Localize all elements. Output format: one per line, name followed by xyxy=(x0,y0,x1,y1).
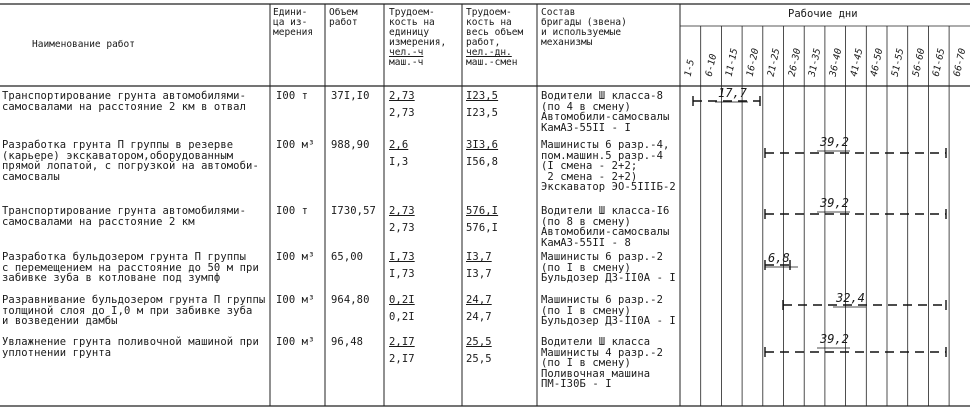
day-range-label: 31-35 xyxy=(806,47,824,78)
duration-label: 39,2 xyxy=(820,332,849,346)
work-name-line: и возведении дамбы xyxy=(2,315,118,327)
day-range-label: 1-5 xyxy=(682,58,698,78)
header-crew-line: и используемые xyxy=(541,27,622,38)
volume-cell: 37I,I0 xyxy=(331,90,370,102)
header-labor-unit-line: чел.-ч xyxy=(389,47,424,58)
duration-label: 39,2 xyxy=(820,135,849,149)
work-name-line: самосвалы xyxy=(2,170,60,183)
duration-label: 32,4 xyxy=(836,291,865,305)
duration-label: 6,8 xyxy=(768,251,790,265)
labor-total-bottom: 24,7 xyxy=(466,311,492,323)
labor-unit-bottom: 0,2I xyxy=(389,311,415,323)
labor-unit-bottom: 2,73 xyxy=(389,107,415,119)
header-labor-total-line: кость на xyxy=(466,17,512,28)
labor-unit-bottom: I,73 xyxy=(389,268,415,280)
work-name-line: забивке зуба в котловане под зумпф xyxy=(2,272,221,284)
header-labor-total-line: работ, xyxy=(466,37,501,48)
crew-line: КамАЗ-55II - I xyxy=(541,121,631,134)
crew-line: Водители Ш класса-I6 xyxy=(541,205,670,217)
day-range-label: 61-65 xyxy=(931,47,948,78)
day-range-label: 16-20 xyxy=(744,47,762,78)
work-name-line: (карьере) экскаватором,оборудованным xyxy=(2,149,234,162)
header-volume-line: Объем xyxy=(329,7,358,18)
crew-line: (по I в смену) xyxy=(541,357,631,369)
labor-unit-bottom: I,3 xyxy=(389,156,409,168)
work-name-line: Транспортирование грунта автомобилями- xyxy=(2,90,247,102)
labor-total-top: I3,7 xyxy=(466,251,492,263)
volume-cell: 96,48 xyxy=(331,336,364,348)
day-range-label: 56-60 xyxy=(910,47,928,78)
crew-line: (по 8 в смену) xyxy=(541,215,631,228)
unit-cell: I00 м³ xyxy=(276,294,315,306)
labor-total-bottom: I23,5 xyxy=(466,107,499,119)
header-labor-total-line: маш.-смен xyxy=(466,57,518,68)
duration-label: 39,2 xyxy=(820,196,849,210)
labor-total-top: 25,5 xyxy=(466,336,492,348)
day-range-label: 26-30 xyxy=(786,47,803,78)
header-volume-line: работ xyxy=(329,17,358,28)
work-name-line: Увлажнение грунта поливочной машиной при xyxy=(2,336,259,348)
crew-line: (по 4 в смену) xyxy=(541,100,631,113)
crew-line: Водители Ш класса xyxy=(541,336,651,348)
work-name-line: самосвалами на расстояние 2 км xyxy=(2,215,195,228)
crew-line: пом.машин.5 разр.-4 xyxy=(541,149,664,162)
header-labor-total-line: чел.-дн. xyxy=(466,47,512,58)
work-name-line: Разравнивание бульдозером грунта П группы xyxy=(2,294,266,306)
unit-cell: I00 м³ xyxy=(276,336,315,348)
header-unit-line: Едини- xyxy=(273,7,308,18)
crew-line: 2 смена - 2+2) xyxy=(541,170,638,183)
work-name-line: Разработка бульдозером грунта П группы xyxy=(2,251,247,263)
header-labor-unit-line: Трудоем- xyxy=(389,7,435,18)
labor-unit-top: 2,73 xyxy=(389,90,415,102)
volume-cell: 988,90 xyxy=(331,139,370,151)
labor-unit-top: 2,I7 xyxy=(389,336,415,348)
header-days-title: Рабочие дни xyxy=(788,8,858,20)
header-name: Наименование работ xyxy=(32,39,135,50)
header-crew-line: механизмы xyxy=(541,37,593,48)
labor-unit-top: 2,73 xyxy=(389,205,415,217)
crew-line: (по I в смену) xyxy=(541,304,631,317)
day-range-label: 66-70 xyxy=(951,47,969,78)
crew-line: Машинисты 6 разр.-2 xyxy=(541,251,664,263)
crew-line: ПМ-I30Б - I xyxy=(541,378,612,390)
labor-total-bottom: 576,I xyxy=(466,222,499,234)
day-range-label: 36-40 xyxy=(827,47,845,78)
labor-total-bottom: I56,8 xyxy=(466,156,499,168)
crew-line: Машинисты 4 разр.-2 xyxy=(541,346,664,359)
volume-cell: I730,57 xyxy=(331,205,376,217)
crew-line: Бульдозер ДЗ-II0А - I xyxy=(541,272,676,284)
day-range-label: 21-25 xyxy=(765,47,783,78)
crew-line: (по I в смену) xyxy=(541,261,631,274)
crew-line: Автомобили-самосвалы xyxy=(541,226,670,238)
day-range-label: 51-55 xyxy=(889,47,907,78)
volume-cell: 964,80 xyxy=(331,294,370,306)
labor-unit-top: I,73 xyxy=(389,251,415,263)
work-name-line: прямой лопатой, с погрузкой на автомоби- xyxy=(2,160,259,172)
labor-unit-top: 2,6 xyxy=(389,139,409,151)
volume-cell: 65,00 xyxy=(331,251,364,263)
duration-label: 17,7 xyxy=(718,86,747,100)
crew-line: Машинисты 6 разр.-4, xyxy=(541,139,670,151)
day-range-label: 41-45 xyxy=(848,47,866,78)
labor-unit-bottom: 2,73 xyxy=(389,222,415,234)
labor-total-top: 3I3,6 xyxy=(466,139,499,151)
header-crew-line: Состав xyxy=(541,7,576,18)
header-unit-line: ца из- xyxy=(273,17,308,28)
header-labor-unit-line: единицу xyxy=(389,27,430,38)
header-labor-total-line: Трудоем- xyxy=(466,7,512,18)
labor-total-top: I23,5 xyxy=(466,90,499,102)
header-labor-unit-line: маш.-ч xyxy=(389,57,424,68)
work-name-line: с перемещением на расстояние до 50 м при xyxy=(2,261,259,274)
work-name-line: уплотнении грунта xyxy=(2,346,112,359)
work-name-line: толщиной слоя до I,0 м при забивке зуба xyxy=(2,304,253,317)
header-labor-total-line: весь объем xyxy=(466,27,524,38)
header-labor-unit-line: кость на xyxy=(389,17,435,28)
day-range-label: 6-10 xyxy=(703,52,719,78)
crew-line: (I смена - 2+2; xyxy=(541,160,638,172)
header-unit-line: мерения xyxy=(273,27,314,38)
work-name-line: Транспортирование грунта автомобилями- xyxy=(2,205,247,217)
crew-line: Экскаватор ЭО-5IIIБ-2 xyxy=(541,181,676,193)
unit-cell: I00 м³ xyxy=(276,139,315,151)
crew-line: Водители Ш класса-8 xyxy=(541,90,664,102)
unit-cell: I00 т xyxy=(276,90,309,102)
unit-cell: I00 м³ xyxy=(276,251,315,263)
header-crew-line: бригады (звена) xyxy=(541,17,627,28)
work-name-line: самосвалами на расстояние 2 км в отвал xyxy=(2,100,247,113)
day-range-label: 46-50 xyxy=(869,47,886,78)
labor-total-bottom: I3,7 xyxy=(466,268,492,280)
labor-total-bottom: 25,5 xyxy=(466,353,492,365)
labor-total-top: 24,7 xyxy=(466,294,492,306)
labor-unit-top: 0,2I xyxy=(389,294,415,306)
crew-line: КамАЗ-55II - 8 xyxy=(541,236,631,249)
crew-line: Бульдозер ДЗ-II0А - I xyxy=(541,315,676,327)
labor-unit-bottom: 2,I7 xyxy=(389,353,415,365)
unit-cell: I00 т xyxy=(276,205,309,217)
work-name-line: Разработка грунта П группы в резерве xyxy=(2,139,234,151)
crew-line: Автомобили-самосвалы xyxy=(541,111,670,123)
day-range-label: 11-15 xyxy=(724,47,741,78)
header-labor-unit-line: измерения, xyxy=(389,37,447,48)
crew-line: Поливочная машина xyxy=(541,367,651,380)
labor-total-top: 576,I xyxy=(466,205,499,217)
crew-line: Машинисты 6 разр.-2 xyxy=(541,294,664,306)
